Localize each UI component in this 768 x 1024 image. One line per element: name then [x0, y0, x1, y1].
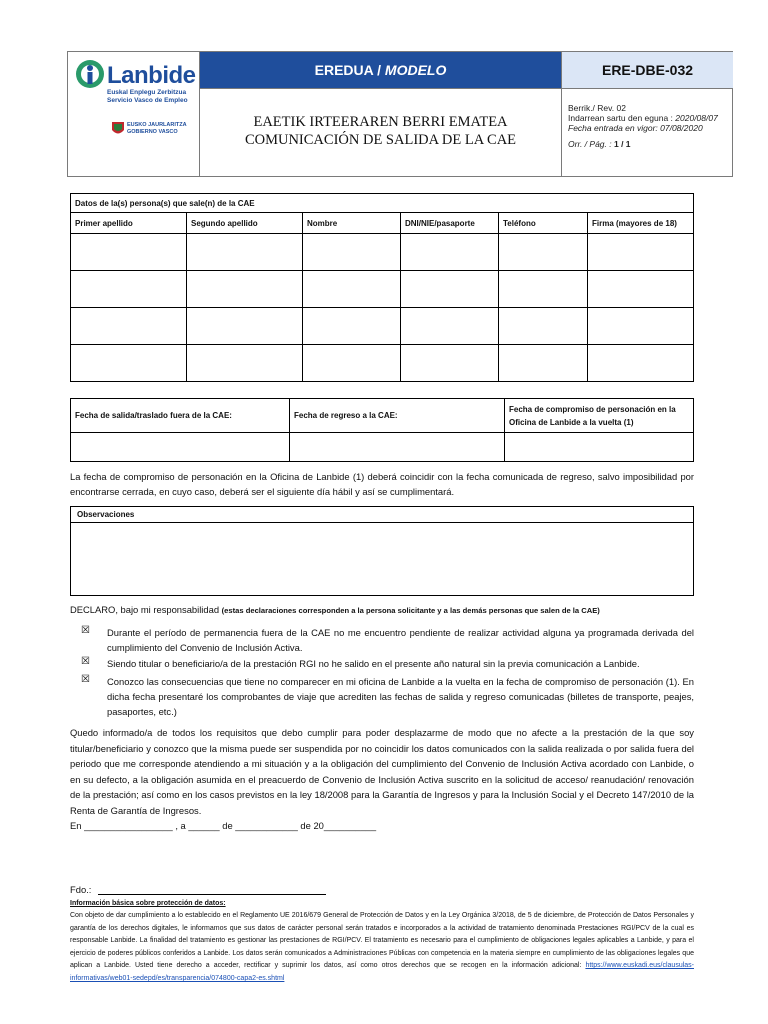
col-nombre: Nombre	[303, 213, 401, 234]
persons-table-caption: Datos de la(s) persona(s) que sale(n) de la CAE	[71, 194, 694, 213]
dates-table	[70, 398, 694, 462]
col-segundo-apellido: Segundo apellido	[187, 213, 303, 234]
data-protection-link[interactable]: https://www.euskadi.eus/clausulas-informativas/web01-sedepd/es/transparencia/074800-capa2-es.shtml	[70, 962, 694, 982]
title-eu: EAETIK IRTEERAREN BERRI EMATEA	[253, 114, 508, 130]
cell-input[interactable]	[187, 234, 303, 271]
cell-input[interactable]	[187, 271, 303, 308]
effective-date-eu: Indarrean sartu den eguna : 2020/08/07	[568, 113, 718, 123]
table-row	[71, 345, 694, 382]
cell-input[interactable]	[588, 345, 694, 382]
fecha-salida-input[interactable]	[71, 433, 290, 462]
col-firma: Firma (mayores de 18)	[588, 213, 694, 234]
col-fecha-compromiso: Fecha de compromiso de personación en la Oficina de Lanbide a la vuelta (1)	[505, 399, 694, 433]
page-number: Orr. / Pág. : 1 / 1	[568, 139, 631, 149]
persons-table	[70, 193, 694, 382]
cell-input[interactable]	[588, 271, 694, 308]
declaration-2: Siendo titular o beneficiario/a de la prestación RGI no he salido en el presente año natural sin la previa comunicación a Lanbide.	[107, 658, 640, 669]
col-primer-apellido: Primer apellido	[71, 213, 187, 234]
model-label: EREDUA / MODELO	[200, 52, 561, 88]
fecha-regreso-input[interactable]	[290, 433, 505, 462]
cell-input[interactable]	[401, 234, 499, 271]
cell-input[interactable]	[499, 234, 588, 271]
revision: Berrik./ Rev. 02	[568, 103, 626, 113]
cell-input[interactable]	[401, 271, 499, 308]
lanbide-logo-icon	[75, 59, 105, 89]
table-row	[71, 234, 694, 271]
table-row	[71, 271, 694, 308]
cell-input[interactable]	[401, 308, 499, 345]
data-protection-title: Información básica sobre protección de datos:	[70, 900, 226, 907]
cell-input[interactable]	[71, 345, 187, 382]
cell-input[interactable]	[303, 271, 401, 308]
cell-input[interactable]	[303, 234, 401, 271]
cell-input[interactable]	[499, 308, 588, 345]
logo-cell	[67, 51, 200, 177]
gobierno-vasco-seal-icon	[111, 121, 125, 137]
col-dni: DNI/NIE/pasaporte	[401, 213, 499, 234]
date-note: La fecha de compromiso de personación en la Oficina de Lanbide (1) deberá coincidir con la fecha comunicada de regreso, salvo imposibilidad por encontrarse cerrada, en cuyo caso, deberá ser el siguiente día hábil y así se cumplimentará.	[70, 471, 694, 497]
checkbox-2[interactable]: ☒	[81, 656, 90, 667]
observaciones-label: Observaciones	[71, 507, 693, 523]
document-title	[200, 88, 561, 176]
title-es: COMUNICACIÓN DE SALIDA DE LA CAE	[244, 132, 517, 148]
cell-input[interactable]	[401, 345, 499, 382]
place-date-line[interactable]: En _________________ , a ______ de ____________ de 20__________	[70, 820, 377, 831]
declaration-1: Durante el período de permanencia fuera de la CAE no me encuentro pendiente de realizar actividad alguna ya programada derivada del cumplimiento del Convenio de Inclusión Activa.	[107, 627, 694, 653]
revision-info	[561, 88, 733, 176]
effective-date-es: Fecha entrada en vigor: 07/08/2020	[568, 123, 703, 133]
declaration-3: Conozco las consecuencias que tiene no comparecer en mi oficina de Lanbide a la vuelta en la fecha de compromiso de personación (1). En dicha fecha presentaré los comprobantes de viaje que acrediten las fechas de salida y regreso comunicadas (billetes de transporte, peajes, pasaportes, etc.)	[107, 676, 694, 717]
logo-subtitle-es: Servicio Vasco de Empleo	[107, 97, 188, 104]
signature-label: Fdo.:	[70, 884, 92, 895]
signature-line[interactable]	[98, 894, 326, 895]
logo-wordmark: Lanbide	[107, 62, 196, 89]
cell-input[interactable]	[71, 234, 187, 271]
document-code: ERE-DBE-032	[561, 52, 733, 88]
cell-input[interactable]	[588, 308, 694, 345]
cell-input[interactable]	[71, 271, 187, 308]
informed-paragraph: Quedo informado/a de todos los requisitos que debo cumplir para poder desplazarme de modo que no afecte a la prestación de la que soy titular/beneficiario y conozco que la misma puede ser suspendida por no coincidir los datos comunicados con la salida realizada o por salida fuera del periodo que me corresponde atendiendo a mi situación y a la obligación del cumplimiento del Convenio de Inclusión Activa acordado con Lanbide, o en su defecto, a la obligación asumida en el preacuerdo de Convenio de Inclusión Activa suscrito en la solicitud de acceso/ reanudación/ renovación de la prestación; así como en los casos previstos en la ley 18/2008 para la Garantía de Ingresos y para la Inclusión Social y el Decreto 147/2010 de la Renta de Garantía de Ingresos.	[70, 727, 694, 816]
cell-input[interactable]	[303, 308, 401, 345]
logo-subtitle-eu: Euskal Enplegu Zerbitzua	[107, 89, 187, 96]
gov-name: EUSKO JAURLARITZA GOBIERNO VASCO	[127, 122, 187, 135]
table-row	[71, 308, 694, 345]
cell-input[interactable]	[187, 345, 303, 382]
cell-input[interactable]	[588, 234, 694, 271]
declaro-heading: DECLARO, bajo mi responsabilidad (estas declaraciones corresponden a la persona solicitante y a las demás personas que salen de la CAE)	[70, 604, 600, 615]
observaciones-box[interactable]	[70, 506, 694, 596]
checkbox-3[interactable]: ☒	[81, 674, 90, 685]
cell-input[interactable]	[71, 308, 187, 345]
cell-input[interactable]	[499, 271, 588, 308]
cell-input[interactable]	[187, 308, 303, 345]
cell-input[interactable]	[303, 345, 401, 382]
cell-input[interactable]	[499, 345, 588, 382]
checkbox-1[interactable]: ☒	[81, 625, 90, 636]
col-fecha-regreso: Fecha de regreso a la CAE:	[290, 399, 505, 433]
fecha-compromiso-input[interactable]	[505, 433, 694, 462]
col-fecha-salida: Fecha de salida/traslado fuera de la CAE:	[71, 399, 290, 433]
col-telefono: Teléfono	[499, 213, 588, 234]
data-protection-body: Con objeto de dar cumplimiento a lo establecido en el Reglamento UE 2016/679 General de Protección de Datos y en la Ley Orgánica 3/2018, de 5 de diciembre, de Protección de Datos Personales y garantía de los derechos digitales, le informamos que sus datos de carácter personal serán tratados e incorporados a la actividad de tratamiento denominada Prestaciones RGI/PCV de la cual es responsable Lanbide. La finalidad del tratamiento es gestionar las prestaciones de RGI/PCV. El tratamiento es necesario para el cumplimiento de obligaciones legales aplicables a Lanbide, y para el ejercicio de poderes públicos conferidos a Lanbide. Los datos serán comunicados a Administraciones Públicas con competencia en la materia siempre en cumplimiento de las obligaciones legales que aplican a Lanbide. Usted tiene derecho a acceder, rectificar y suprimir los datos, así como otros derechos que se recogen en la información adicional: https://www.euskadi.eus/clausulas-informativas/web01-sedepd/es/transparencia/074800-capa2-es.shtml	[70, 912, 694, 982]
